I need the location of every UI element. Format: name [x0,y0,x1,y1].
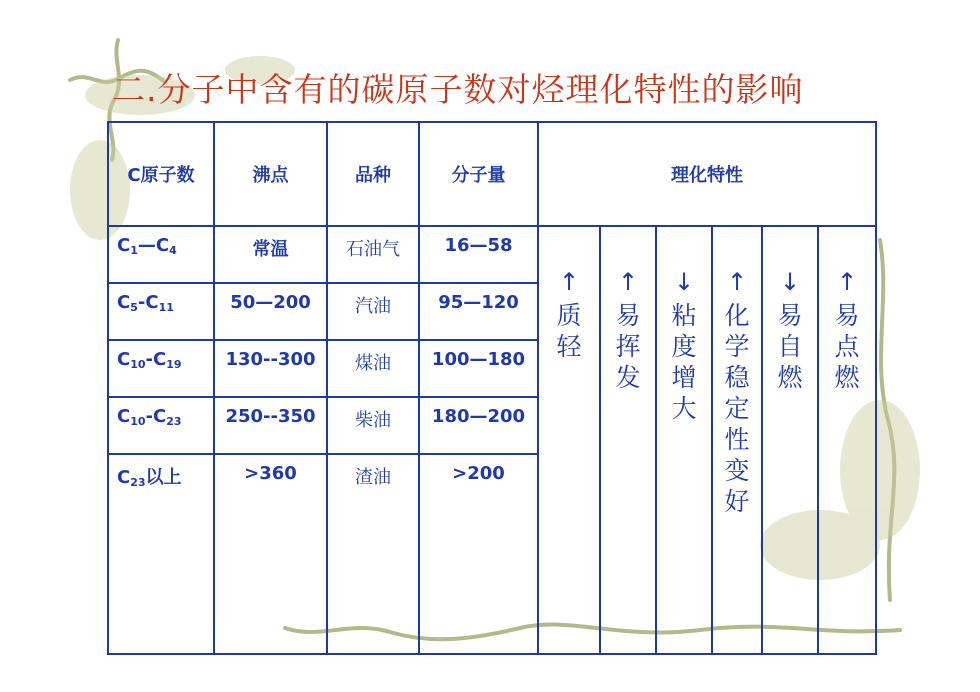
up-arrow-icon: ↑ [558,268,580,296]
carbon-count-cell: $C_1—C_4$ [108,226,214,283]
property-volatile: ↑ 易 挥 发 [600,226,656,654]
property-light-mass: ↑ 质 轻 [538,226,600,654]
variety-cell: 汽油 [327,283,419,340]
molecular-weight-cell: 16—58 [419,226,538,283]
variety-cell: 石油气 [327,226,419,283]
boiling-point-cell: 130--300 [214,340,327,397]
header-carbon-count: C原子数 [108,122,214,226]
up-arrow-icon: ↑ [836,268,858,296]
header-variety: 品种 [327,122,419,226]
molecular-weight-cell: 95—120 [419,283,538,340]
property-viscosity: ↓ 粘 度 增 大 [656,226,712,654]
carbon-count-cell: $C_{23}$以上 [108,454,214,654]
variety-cell: 柴油 [327,397,419,454]
boiling-point-cell: >360 [214,454,327,654]
boiling-point-cell: 250--350 [214,397,327,454]
up-arrow-icon: ↑ [617,268,639,296]
table-row [108,226,876,283]
slide-title: 二.分子中含有的碳原子数对烃理化特性的影响 [112,70,804,109]
molecular-weight-cell: 180—200 [419,397,538,454]
property-self-ignition: ↓ 易 自 燃 [762,226,818,654]
molecular-weight-cell: 100—180 [419,340,538,397]
up-arrow-icon: ↑ [726,268,748,296]
boiling-point-cell: 常温 [214,226,327,283]
down-arrow-icon: ↓ [673,268,695,296]
molecular-weight-cell: >200 [419,454,538,654]
header-molecular-weight: 分子量 [419,122,538,226]
boiling-point-cell: 50—200 [214,283,327,340]
table-header-row [108,122,876,226]
carbon-count-cell: $C_{10}-C_{23}$ [108,397,214,454]
down-arrow-icon: ↓ [779,268,801,296]
carbon-count-cell: $C_{10}-C_{19}$ [108,340,214,397]
property-chemical-stability: ↑ 化 学 稳 定 性 变 好 [712,226,762,654]
header-properties: 理化特性 [538,122,876,226]
variety-cell: 煤油 [327,340,419,397]
carbon-count-cell: $C_5-C_{11}$ [108,283,214,340]
property-ignitability: ↑ 易 点 燃 [818,226,876,654]
header-boiling-point: 沸点 [214,122,327,226]
variety-cell: 渣油 [327,454,419,654]
hydrocarbon-table [107,121,877,655]
